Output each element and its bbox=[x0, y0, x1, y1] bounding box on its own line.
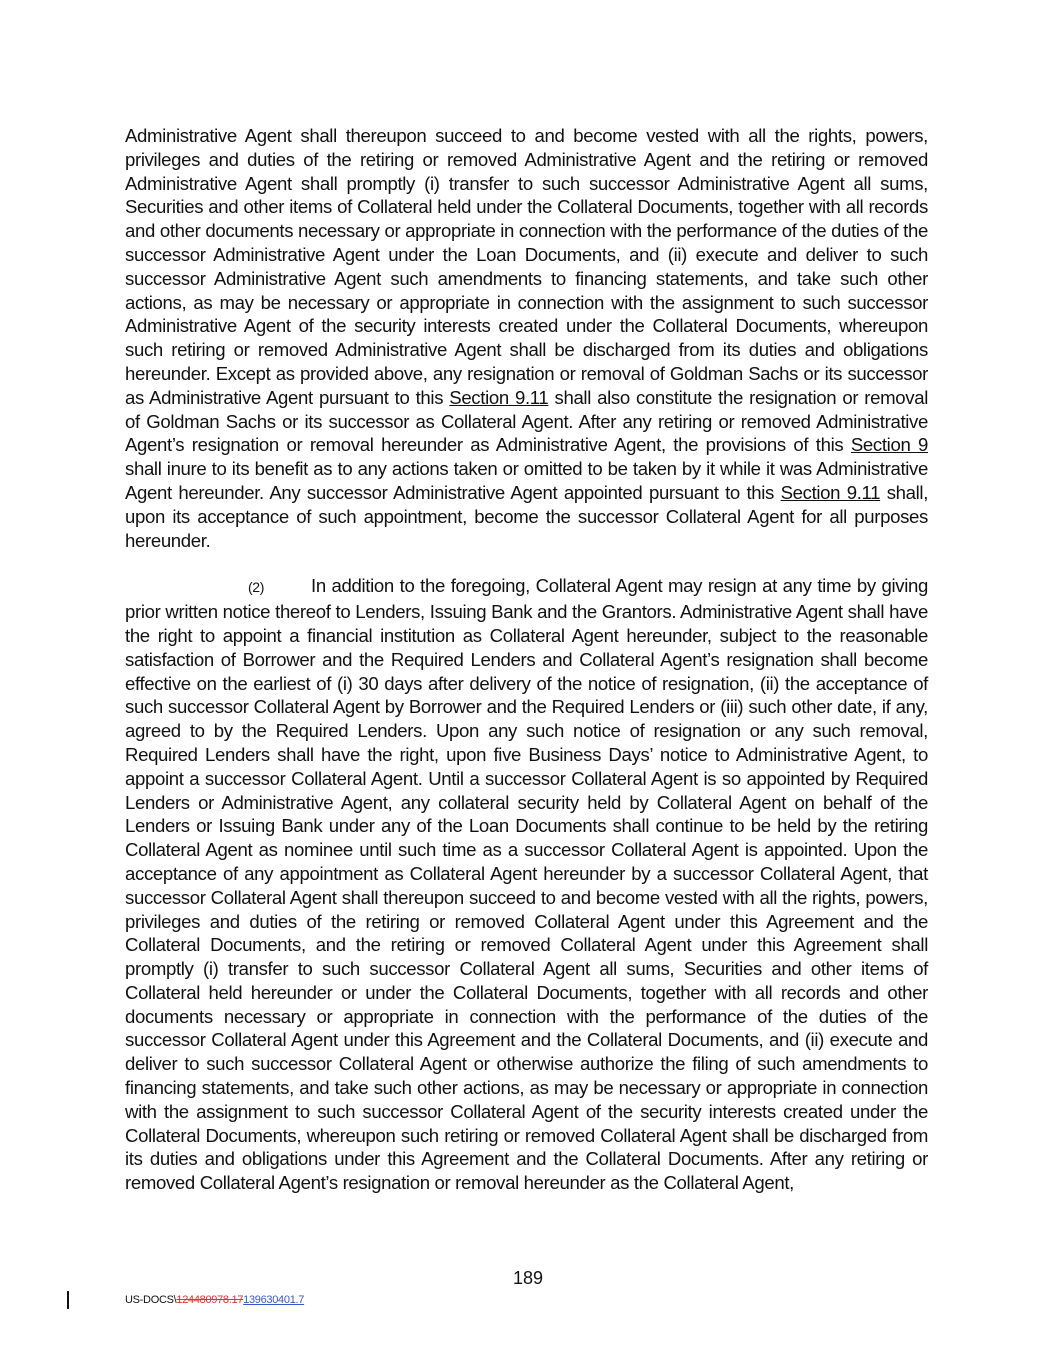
paragraph-1-text-c: shall inure to its benefit as to any actions taken or omitted to be taken by it while it was Administrative Agent hereunder. Any successor Administrative Agent appointed pursuant to this bbox=[125, 458, 928, 503]
paragraph-1-text-a: Administrative Agent shall thereupon succeed to and become vested with all the rights, powers, privileges and duties of the retiring or removed Administrative Agent and the retiring or removed Administrative Agent shall promptly (i) transfer to such successor Administrative Agent all sums, Securities and other items of Collateral held under the Collateral Documents, together with all records and other documents necessary or appropriate in connection with the performance of the duties of the successor Administrative Agent under the Loan Documents, and (ii) execute and deliver to such successor Administrative Agent such amendments to financing statements, and take such other actions, as may be necessary or appropriate in connection with the assignment to such successor Administrative Agent of the security interests created under the Collateral Documents, whereupon such retiring or removed Administrative Agent shall be discharged from its duties and obligations hereunder. Except as provided above, any resignation or removal of Goldman Sachs or its successor as Administrative Agent pursuant to this bbox=[125, 125, 928, 408]
body-text bbox=[125, 124, 928, 1195]
paragraph-number: (2) bbox=[248, 579, 265, 596]
paragraph-2 bbox=[125, 574, 928, 1195]
paragraph-2-text: In addition to the foregoing, Collateral Agent may resign at any time by giving prior written notice thereof to Lenders, Issuing Bank and the Grantors. Administrative Agent shall have the right to appoint a financial institution as Collateral Agent hereunder, subject to the reasonable satisfaction of Borrower and the Required Lenders and Collateral Agent’s resignation shall become effective on the earliest of (i) 30 days after delivery of the notice of resignation, (ii) the acceptance of such successor Collateral Agent by Borrower and the Required Lenders or (iii) such other date, if any, agreed to by the Required Lenders. Upon any such notice of resignation or any such removal, Required Lenders shall have the right, upon five Business Days’ notice to Administrative Agent, to appoint a successor Collateral Agent. Until a successor Collateral Agent is so appointed by Required Lenders or Administrative Agent, any collateral security held by Collateral Agent on behalf of the Lenders or Issuing Bank under any of the Loan Documents shall continue to be held by the retiring Collateral Agent as nominee until such time as a successor Collateral Agent is appointed. Upon the acceptance of any appointment as Collateral Agent hereunder by a successor Collateral Agent, that successor Collateral Agent shall thereupon succeed to and become vested with all the rights, powers, privileges and duties of the retiring or removed Collateral Agent under this Agreement and the Collateral Documents, and the retiring or removed Collateral Agent under this Agreement shall promptly (i) transfer to such successor Collateral Agent all sums, Securities and other items of Collateral held hereunder or under the Collateral Documents, together with all records and other documents necessary or appropriate in connection with the performance of the duties of the successor Collateral Agent under this Agreement and the Collateral Documents, and (ii) execute and deliver to such successor Collateral Agent or otherwise authorize the filing of such amendments to financing statements, and take such other actions, as may be necessary or appropriate in connection with the assignment to such successor Collateral Agent of the security interests created under the Collateral Documents, whereupon such retiring or removed Collateral Agent shall be discharged from its duties and obligations under this Agreement and the Collateral Documents. After any retiring or removed Collateral Agent’s resignation or removal hereunder as the Collateral Agent, bbox=[125, 575, 928, 1194]
paragraph-1-text-d: shall, upon its acceptance of such appointment, become the successor Collateral Agent for all purposes hereunder. bbox=[125, 481, 929, 551]
document-id bbox=[125, 1294, 304, 1306]
revision-change-bar bbox=[67, 1291, 69, 1309]
paragraph-1 bbox=[125, 124, 928, 552]
section-reference: Section 9 bbox=[850, 434, 928, 456]
section-reference: Section 9.11 bbox=[449, 386, 549, 408]
document-id-inserted: 139630401.7 bbox=[243, 1294, 305, 1306]
document-id-deleted: 124480978.17 bbox=[176, 1294, 244, 1306]
page-number: 189 bbox=[512, 1268, 544, 1288]
paragraph-1-text-b: shall also constitute the resignation or removal of Goldman Sachs or its successor as Collateral Agent. After any retiring or removed Administrative Agent’s resignation or removal hereunder as Administrative Agent, the provisions of this bbox=[125, 386, 928, 456]
section-reference: Section 9.11 bbox=[780, 481, 881, 503]
document-id-prefix: US-DOCS\ bbox=[125, 1294, 177, 1306]
